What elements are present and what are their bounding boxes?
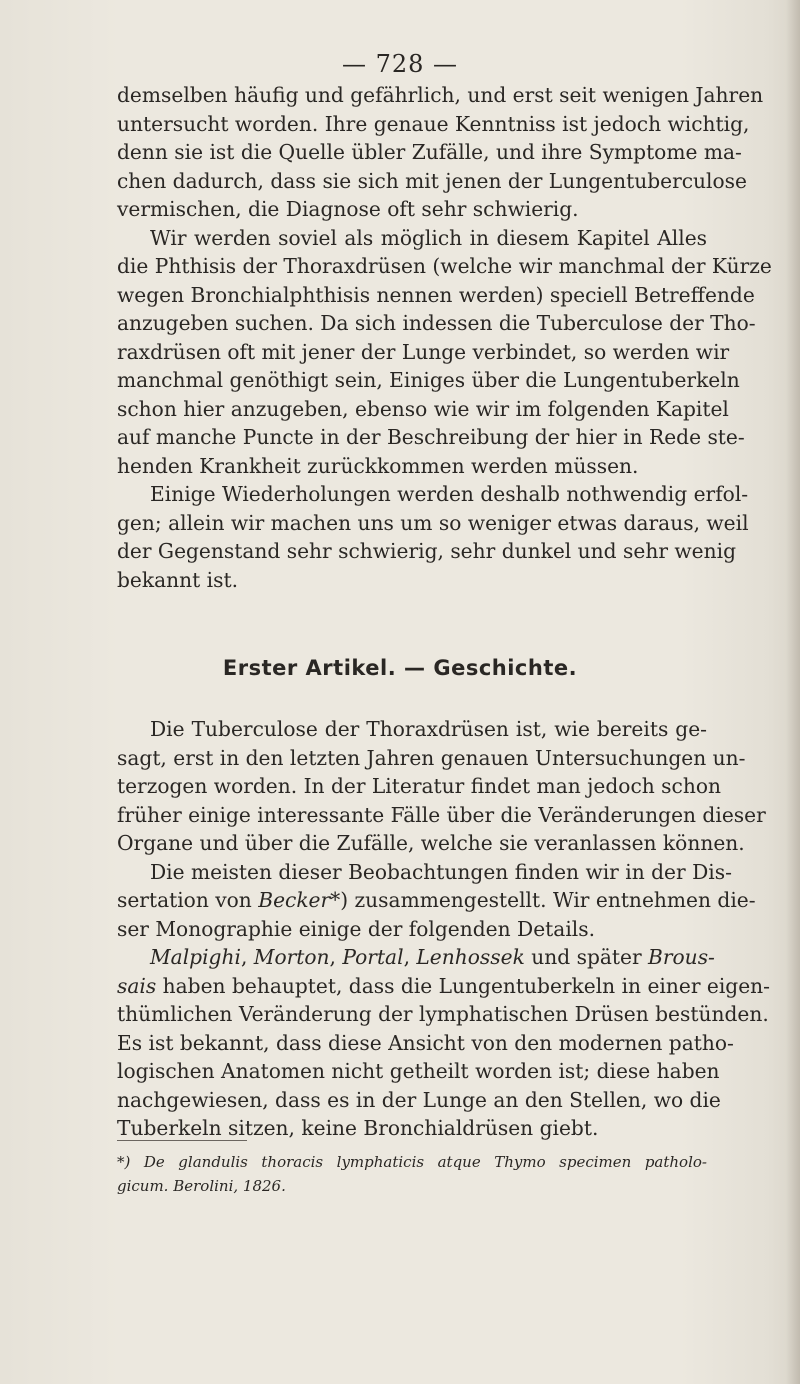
text-line: thümlichen Veränderung der lymphatischen Drüsen bestünden.	[117, 1002, 769, 1026]
text-line	[117, 886, 756, 915]
text-line: bekannt ist.	[117, 567, 239, 592]
text-segment: sertation von	[117, 888, 259, 912]
author-name: Portal	[342, 945, 404, 969]
text-line: denn sie ist die Quelle übler Zufälle, und ihre Symptome ma-	[117, 140, 742, 164]
author-name: Morton	[253, 945, 330, 969]
text-line: Wir werden soviel als möglich in diesem Kapitel Alles	[150, 225, 707, 250]
text-line: gen; allein wir machen uns um so weniger etwas daraus, weil	[117, 510, 749, 535]
history-text	[117, 715, 770, 1143]
text-line	[117, 972, 770, 1001]
text-segment: *) zusammengestellt. Wir entnehmen die-	[330, 888, 756, 912]
author-name: Becker	[258, 888, 331, 912]
text-line: nachgewiesen, dass es in der Lunge an den Stellen, wo die	[117, 1087, 721, 1112]
text-line: Die Tuberculose der Thoraxdrüsen ist, wie bereits ge-	[150, 717, 707, 741]
text-line: wegen Bronchialphthisis nennen werden) speciell Betreffende	[117, 282, 755, 307]
text-line: logischen Anatomen nicht getheilt worden ist; diese haben	[117, 1059, 720, 1083]
text-line: die Phthisis der Thoraxdrüsen (welche wir manchmal der Kürze	[117, 254, 772, 278]
text-line: der Gegenstand sehr schwierig, sehr dunkel und sehr wenig	[117, 539, 737, 563]
text-line: Tuberkeln sitzen, keine Bronchialdrüsen giebt.	[117, 1116, 599, 1140]
footnote-divider	[117, 1140, 247, 1141]
page-number: — 728 —	[341, 50, 459, 78]
author-name: sais	[117, 973, 157, 998]
footnote-line: *) De glandulis thoracis lymphaticis atque Thymo specimen patholo-	[117, 1153, 707, 1171]
text-segment: ,	[240, 945, 254, 969]
text-segment: haben behauptet, dass die Lungentuberkeln in einer eigen-	[156, 973, 770, 998]
text-line: chen dadurch, dass sie sich mit jenen der Lungentuberculose	[117, 168, 747, 193]
text-line: Organe und über die Zufälle, welche sie veranlassen können.	[117, 831, 745, 855]
text-line: manchmal genöthigt sein, Einiges über die Lungentuberkeln	[117, 368, 740, 392]
section-heading: Erster Artikel. — Geschichte.	[222, 656, 578, 680]
author-name: Brous-	[648, 945, 715, 969]
text-line: sagt, erst in den letzten Jahren genauen Untersuchungen un-	[117, 745, 746, 770]
text-line: schon hier anzugeben, ebenso wie wir im folgenden Kapitel	[117, 396, 729, 421]
text-line: anzugeben suchen. Da sich indessen die Tuberculose der Tho-	[117, 311, 756, 335]
text-line: ser Monographie einige der folgenden Details.	[117, 916, 596, 941]
footnote-line: gicum. Berolini, 1826.	[117, 1177, 286, 1195]
text-line: untersucht worden. Ihre genaue Kenntniss ist jedoch wichtig,	[117, 111, 750, 136]
text-line: raxdrüsen oft mit jener der Lunge verbindet, so werden wir	[117, 339, 730, 364]
text-line: auf manche Puncte in der Beschreibung der hier in Rede ste-	[117, 425, 745, 449]
text-line: früher einige interessante Fälle über die Veränderungen dieser	[117, 802, 766, 827]
author-name: Lenhossek	[416, 945, 525, 969]
text-line: Die meisten dieser Beobachtungen finden wir in der Dis-	[150, 859, 732, 884]
text-line: terzogen worden. In der Literatur findet man jedoch schon	[117, 774, 721, 798]
author-name: Malpighi	[150, 945, 241, 969]
intro-text	[117, 81, 772, 594]
text-segment: ,	[403, 945, 417, 969]
text-line: vermischen, die Diagnose oft sehr schwierig.	[117, 197, 579, 221]
footnote	[117, 1150, 707, 1198]
page-edge-shadow	[786, 0, 800, 1384]
text-line: henden Krankheit zurückkommen werden müssen.	[117, 453, 639, 478]
text-line: Es ist bekannt, dass diese Ansicht von den modernen patho-	[117, 1030, 734, 1055]
text-segment: ,	[329, 945, 343, 969]
text-line: demselben häufig und gefährlich, und erst seit wenigen Jahren	[117, 83, 764, 107]
text-line	[117, 943, 715, 972]
text-line: Einige Wiederholungen werden deshalb nothwendig erfol-	[150, 482, 749, 506]
text-segment: und später	[524, 945, 649, 969]
